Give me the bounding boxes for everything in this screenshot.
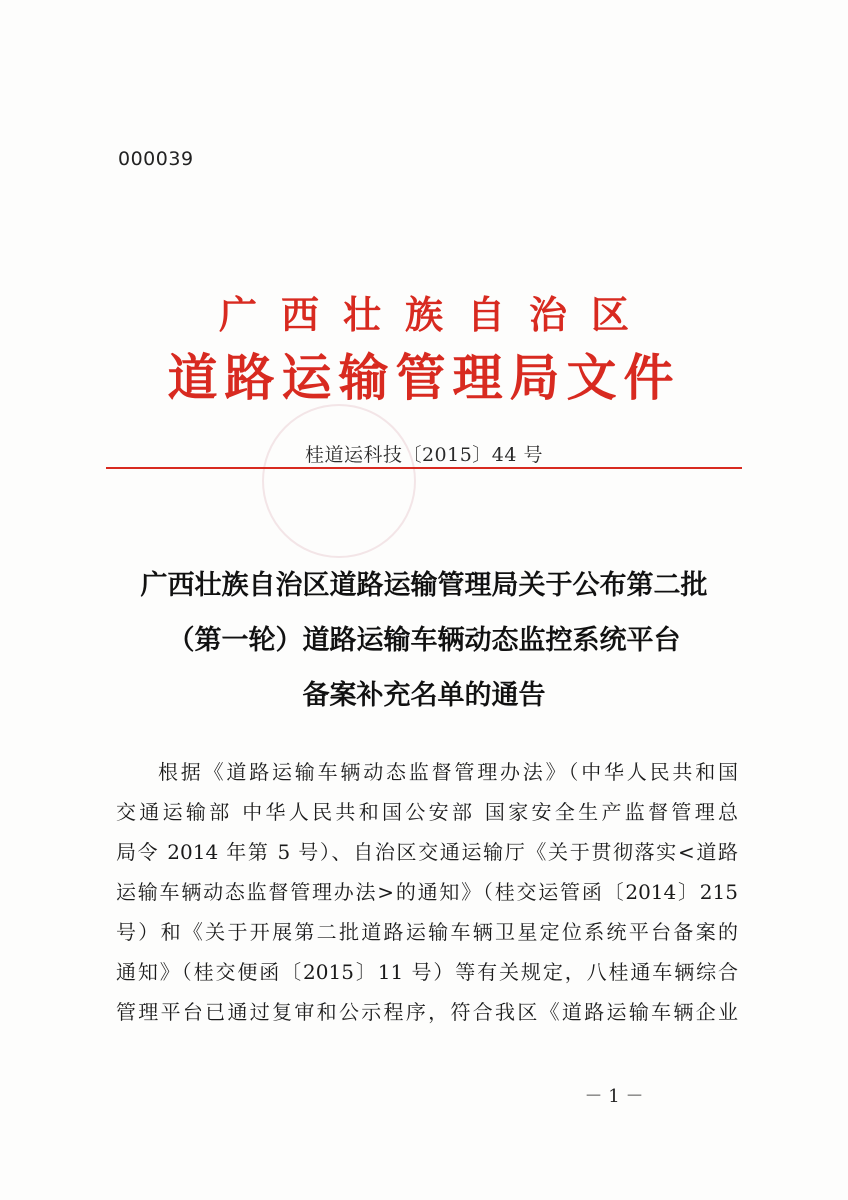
notice-title-line1: 广西壮族自治区道路运输管理局关于公布第二批 <box>140 570 708 601</box>
red-separator-line <box>106 467 742 469</box>
body-line: 交通运输部 中华人民共和国公安部 国家安全生产监督管理总 <box>116 800 738 824</box>
body-line: 管理平台已通过复审和公示程序，符合我区《道路运输车辆企业 <box>116 1000 738 1024</box>
notice-title <box>0 558 848 723</box>
issuing-authority-line1: 广西壮族自治区 <box>218 292 653 337</box>
notice-title-line3: 备案补充名单的通告 <box>302 680 546 711</box>
issuing-authority-line2: 道路运输管理局文件 <box>167 348 681 407</box>
notice-body <box>116 752 738 1032</box>
document-reference-number: 桂道运科技〔2015〕44 号 <box>304 444 544 466</box>
document-serial-number: 000039 <box>118 148 194 170</box>
page-number: － 1 － <box>584 1086 644 1107</box>
body-line: 通知》（桂交便函〔2015〕11 号）等有关规定，八桂通车辆综合 <box>116 960 738 984</box>
notice-title-line2: （第一轮）道路运输车辆动态监控系统平台 <box>167 625 681 656</box>
faint-seal-stamp <box>262 404 416 558</box>
body-line: 根据《道路运输车辆动态监督管理办法》（中华人民共和国 <box>158 760 738 784</box>
body-line: 运输车辆动态监督管理办法>的通知》（桂交运管函〔2014〕215 <box>116 880 738 904</box>
body-line: 局令 2014 年第 5 号）、自治区交通运输厅《关于贯彻落实<道路 <box>116 840 738 864</box>
body-line: 号）和《关于开展第二批道路运输车辆卫星定位系统平台备案的 <box>116 920 738 944</box>
